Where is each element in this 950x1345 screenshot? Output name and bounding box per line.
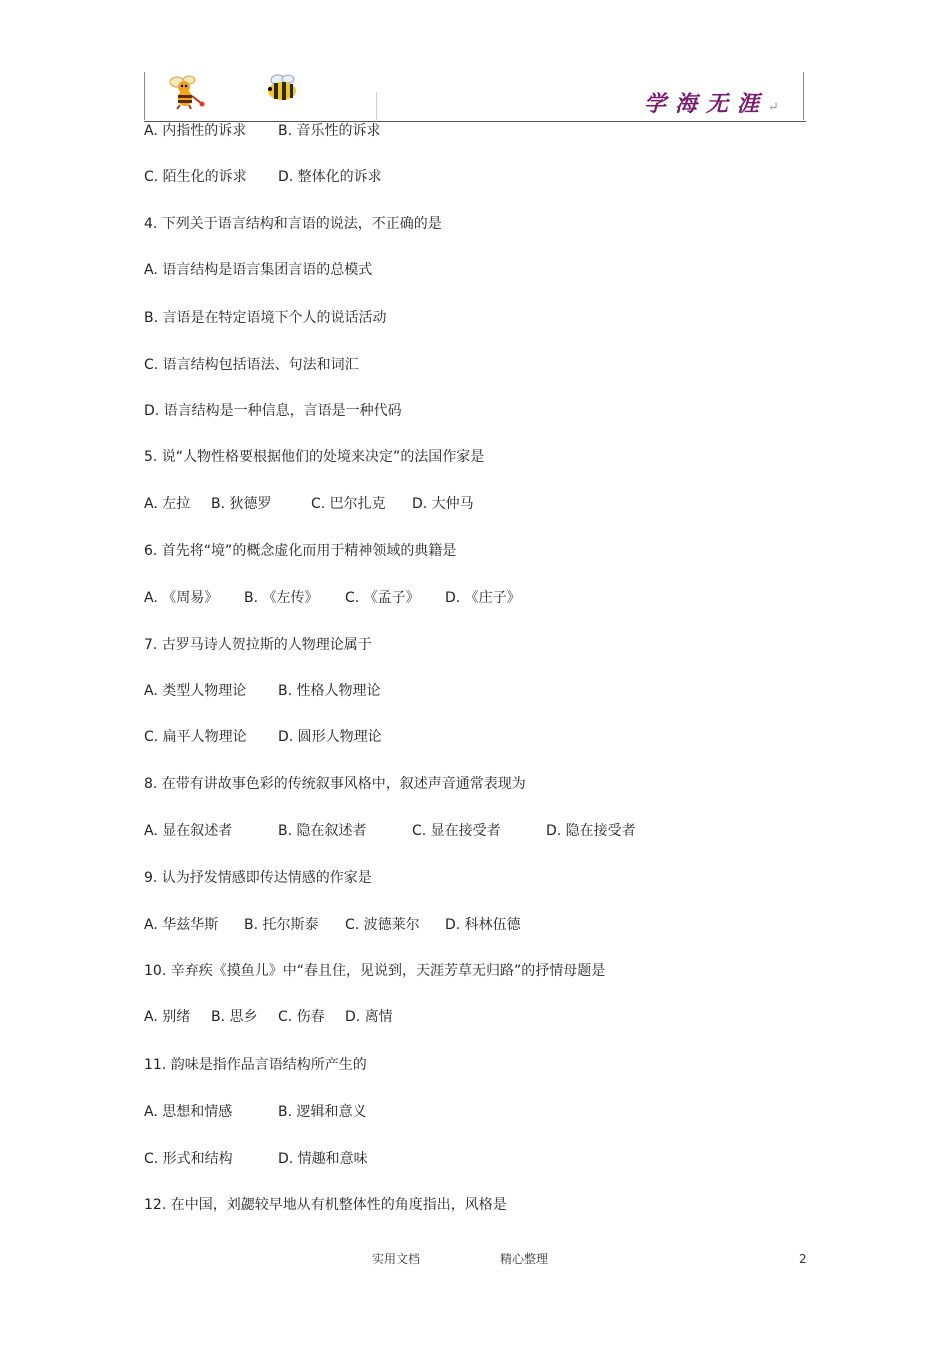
option-d: D. 情趣和意味 (278, 1151, 368, 1167)
option-c: C. 扁平人物理论 (144, 729, 247, 745)
option-a: A. 左拉 (144, 496, 191, 512)
option-a: A. 华兹华斯 (144, 917, 219, 933)
option-c: C. 伤春 (278, 1009, 325, 1025)
header-right-rule (803, 72, 804, 120)
option-c: C. 形式和结构 (144, 1151, 233, 1167)
bee-icon (262, 72, 302, 104)
option-b: B. 《左传》 (244, 590, 319, 606)
option-c: C. 语言结构包括语法、句法和词汇 (144, 357, 359, 373)
option-b: B. 托尔斯泰 (244, 917, 319, 933)
page-number: 2 (799, 1252, 807, 1266)
option-d: D. 隐在接受者 (546, 823, 636, 839)
question-text: 5. 说“人物性格要根据他们的处境来决定”的法国作家是 (144, 449, 485, 465)
header-motto (644, 89, 779, 119)
option-d: D. 整体化的诉求 (278, 169, 382, 185)
question-text: 12. 在中国，刘勰较早地从有机整体性的角度指出，风格是 (144, 1197, 507, 1213)
motto-text: 学海无涯 (644, 91, 769, 117)
option-b: B. 音乐性的诉求 (278, 123, 381, 139)
option-c: C. 显在接受者 (412, 823, 501, 839)
question-text: 10. 辛弃疾《摸鱼儿》中“春且住，见说到，天涯芳草无归路”的抒情母题是 (144, 963, 606, 979)
option-b: B. 思乡 (211, 1009, 258, 1025)
option-d: D. 大仲马 (412, 496, 474, 512)
question-text: 7. 古罗马诗人贺拉斯的人物理论属于 (144, 637, 372, 653)
question-text: 11. 韵味是指作品言语结构所产生的 (144, 1057, 367, 1073)
option-b: B. 性格人物理论 (278, 683, 381, 699)
option-d: D. 圆形人物理论 (278, 729, 382, 745)
footer-center-text: 精心整理 (500, 1252, 549, 1266)
option-a: A. 《周易》 (144, 590, 219, 606)
option-c: C. 《孟子》 (345, 590, 420, 606)
option-d: D. 《庄子》 (445, 590, 521, 606)
option-a: A. 类型人物理论 (144, 683, 247, 699)
question-text: 4. 下列关于语言结构和言语的说法，不正确的是 (144, 216, 442, 232)
option-d: D. 离情 (345, 1009, 393, 1025)
option-b: B. 逻辑和意义 (278, 1104, 367, 1120)
option-c: C. 波德莱尔 (345, 917, 420, 933)
option-a: A. 内指性的诉求 (144, 123, 247, 139)
option-b: B. 隐在叙述者 (278, 823, 367, 839)
option-a: A. 显在叙述者 (144, 823, 233, 839)
question-text: 9. 认为抒发情感即传达情感的作家是 (144, 870, 372, 886)
bee-with-wand-icon (163, 70, 207, 110)
option-a: A. 语言结构是语言集团言语的总模式 (144, 262, 373, 278)
header-middle-rule (376, 92, 377, 120)
option-c: C. 陌生化的诉求 (144, 169, 247, 185)
option-d: D. 科林伍德 (445, 917, 521, 933)
option-b: B. 言语是在特定语境下个人的说话活动 (144, 310, 387, 326)
header-left-rule (144, 72, 145, 120)
option-c: C. 巴尔扎克 (311, 496, 386, 512)
footer-left-text: 实用文档 (372, 1252, 421, 1266)
question-text: 6. 首先将“境”的概念虚化而用于精神领域的典籍是 (144, 543, 457, 559)
paragraph-return-mark: ↵ (768, 100, 779, 115)
option-a: A. 思想和情感 (144, 1104, 233, 1120)
option-d: D. 语言结构是一种信息，言语是一种代码 (144, 403, 402, 419)
question-text: 8. 在带有讲故事色彩的传统叙事风格中，叙述声音通常表现为 (144, 776, 526, 792)
option-a: A. 别绪 (144, 1009, 191, 1025)
option-b: B. 狄德罗 (211, 496, 272, 512)
